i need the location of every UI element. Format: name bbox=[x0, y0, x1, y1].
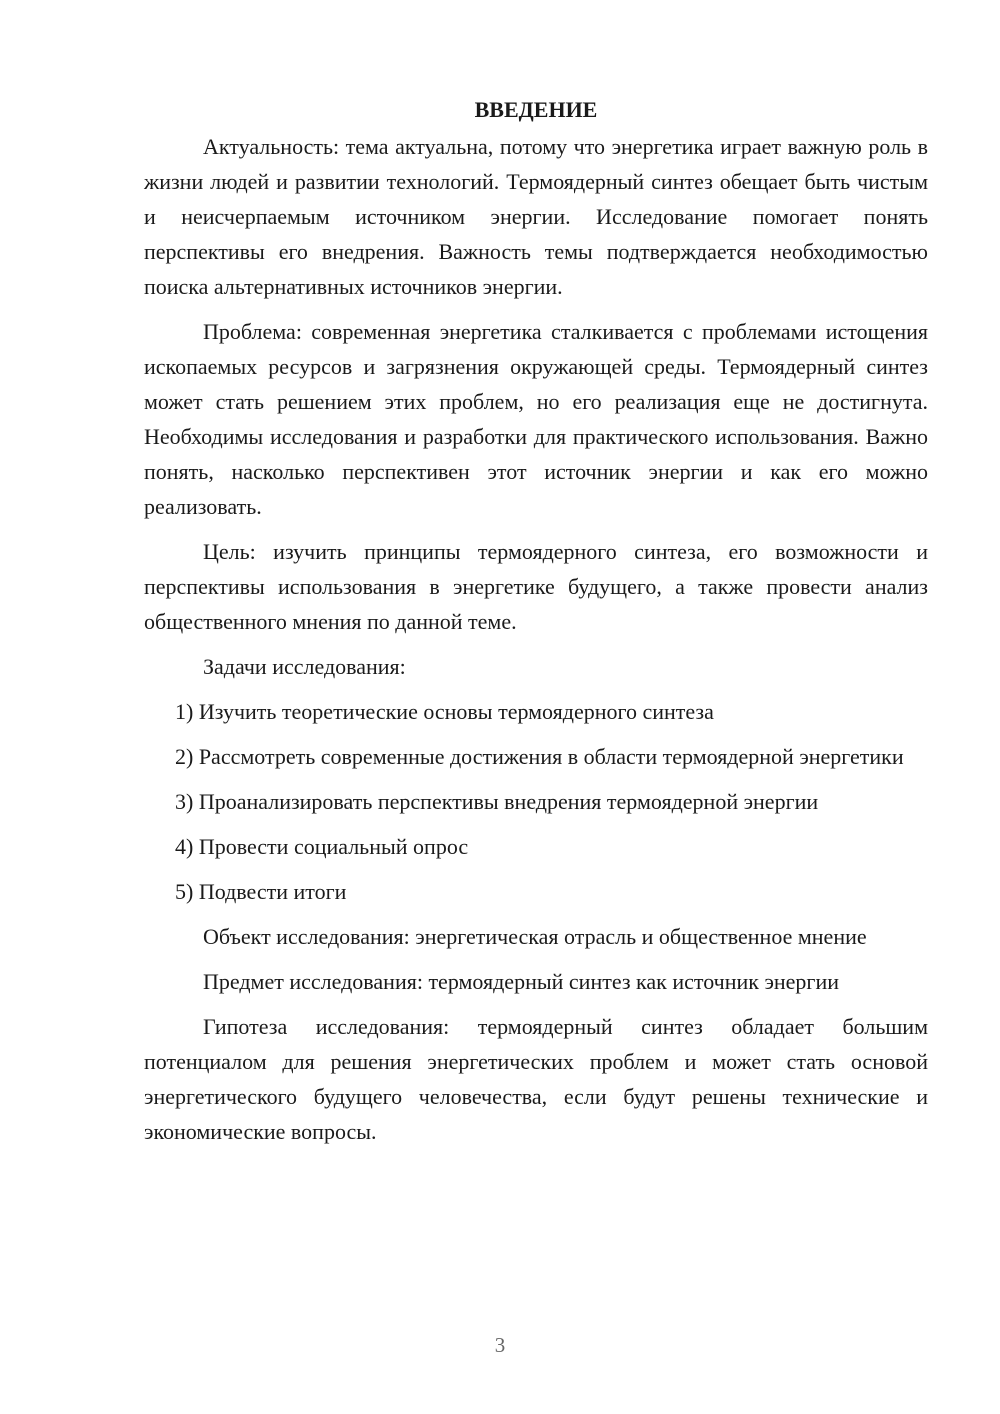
paragraph-relevance: Актуальность: тема актуальна, потому что энергетика играет важную роль в жизни людей и развитии технологий. Термоядерный синтез обещает быть чистым и неисчерпаемым источником энергии. Исследование помогает понять перспективы его внедрения. Важность темы подтверждается необходимостью поиска альтернативных источников энергии. bbox=[144, 134, 928, 299]
paragraph-object: Объект исследования: энергетическая отрасль и общественное мнение bbox=[203, 924, 867, 949]
paragraph-goal: Цель: изучить принципы термоядерного синтеза, его возможности и перспективы использования в энергетике будущего, а также провести анализ общественного мнения по данной теме. bbox=[144, 539, 928, 634]
document-page bbox=[144, 92, 928, 1159]
task-item-4: 4) Провести социальный опрос bbox=[175, 834, 469, 859]
task-item-2: 2) Рассмотреть современные достижения в области термоядерной энергетики bbox=[175, 744, 904, 769]
paragraph-hypothesis: Гипотеза исследования: термоядерный синтез обладает большим потенциалом для решения энергетических проблем и может стать основой энергетического будущего человечества, если будут решены технические и экономические вопросы. bbox=[144, 1014, 928, 1144]
paragraph-tasks-heading: Задачи исследования: bbox=[203, 654, 406, 679]
task-item-1: 1) Изучить теоретические основы термоядерного синтеза bbox=[175, 699, 714, 724]
paragraph-problem: Проблема: современная энергетика сталкивается с проблемами истощения ископаемых ресурсов и загрязнения окружающей среды. Термоядерный синтез может стать решением этих проблем, но его реализация еще не достигнута. Необходимы исследования и разработки для практического использования. Важно понять, насколько перспективен этот источник энергии и как его можно реализовать. bbox=[144, 319, 928, 519]
paragraph-subject: Предмет исследования: термоядерный синтез как источник энергии bbox=[203, 969, 840, 994]
task-item-3: 3) Проанализировать перспективы внедрения термоядерной энергии bbox=[175, 789, 819, 814]
page-number: 3 bbox=[494, 1333, 506, 1357]
section-title: ВВЕДЕНИЕ bbox=[474, 97, 598, 122]
task-item-5: 5) Подвести итоги bbox=[175, 879, 347, 904]
